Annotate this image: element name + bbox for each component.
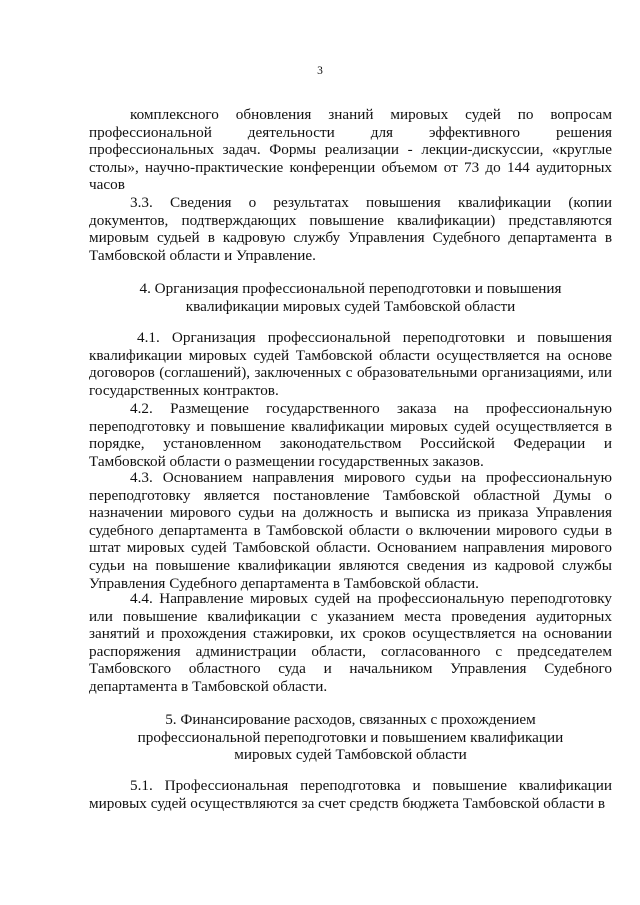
paragraph-4-3 [89,469,612,592]
section-heading [89,280,612,315]
paragraph-text: 4.2. Размещение государственного заказа на профессиональную переподготовку и повышение квалификации мировых судей осуществляется в порядке, установленном законодательством Российской Федерации и Тамбовской области о размещении государственных заказов. [89,400,612,470]
heading-line-3: мировых судей Тамбовской области [234,746,467,764]
page-number: 3 [317,65,323,77]
paragraph-continuation [89,106,612,194]
paragraph-text: 4.3. Основанием направления мирового судьи на профессиональную переподготовку является постановление Тамбовской областной Думы о назначении мирового судьи на должность и выписка из приказа Управления судебного департамента в Тамбовской области о включении мирового судьи в штат мировых судей Тамбовской области. Основанием направления мирового судьи на повышение квалификации являются сведения из кадровой службы Управления Судебного департамента в Тамбовской области. [89,469,612,592]
paragraph-3-3 [89,194,612,264]
paragraph-4-2 [89,400,612,470]
paragraph-text: 4.4. Направление мировых судей на профессиональную переподготовку или повышение квалификации с указанием места проведения аудиторных занятий и прохождения стажировки, их сроков осуществляется на основании распоряжения администрации области, согласованного с председателем Тамбовского областного суда и начальником Управления Судебного департамента в Тамбовской области. [89,590,612,695]
heading-line-1: 5. Финансирование расходов, связанных с прохождением [165,711,536,728]
section-4-heading [89,280,612,315]
paragraph-5-1 [89,777,612,812]
section-5-heading [89,711,612,764]
paragraph-text: 4.1. Организация профессиональной переподготовки и повышения квалификации мировых судей Тамбовской области осуществляется на основе договоров (соглашений), заключенных с образовательными организациями, или государственных контрактов. [89,329,612,399]
heading-line-2: профессиональной переподготовки и повышением квалификации [137,728,564,746]
paragraph-text: 5.1. Профессиональная переподготовка и повышение квалификации мировых судей осуществляются за счет средств бюджета Тамбовской области в [89,777,612,812]
heading-line-1: 4. Организация профессиональной переподготовки и повышения [139,280,562,297]
paragraph-text: 3.3. Сведения о результатах повышения квалификации (копии документов, подтверждающих повышение квалификации) представляются мировым судьей в кадровую службу Управления Судебного департамента в Тамбовской области и Управление. [89,194,612,264]
paragraph-4-1 [89,329,612,399]
paragraph-4-4 [89,590,612,696]
heading-line-2: квалификации мировых судей Тамбовской области [185,297,516,315]
section-heading [89,711,612,764]
paragraph-text: комплексного обновления знаний мировых судей по вопросам профессиональной деятельности для эффективного решения профессиональных задач. Формы реализации - лекции-дискуссии, «круглые столы», научно-практические конференции объемом от 73 до 144 аудиторных часов [89,106,612,194]
